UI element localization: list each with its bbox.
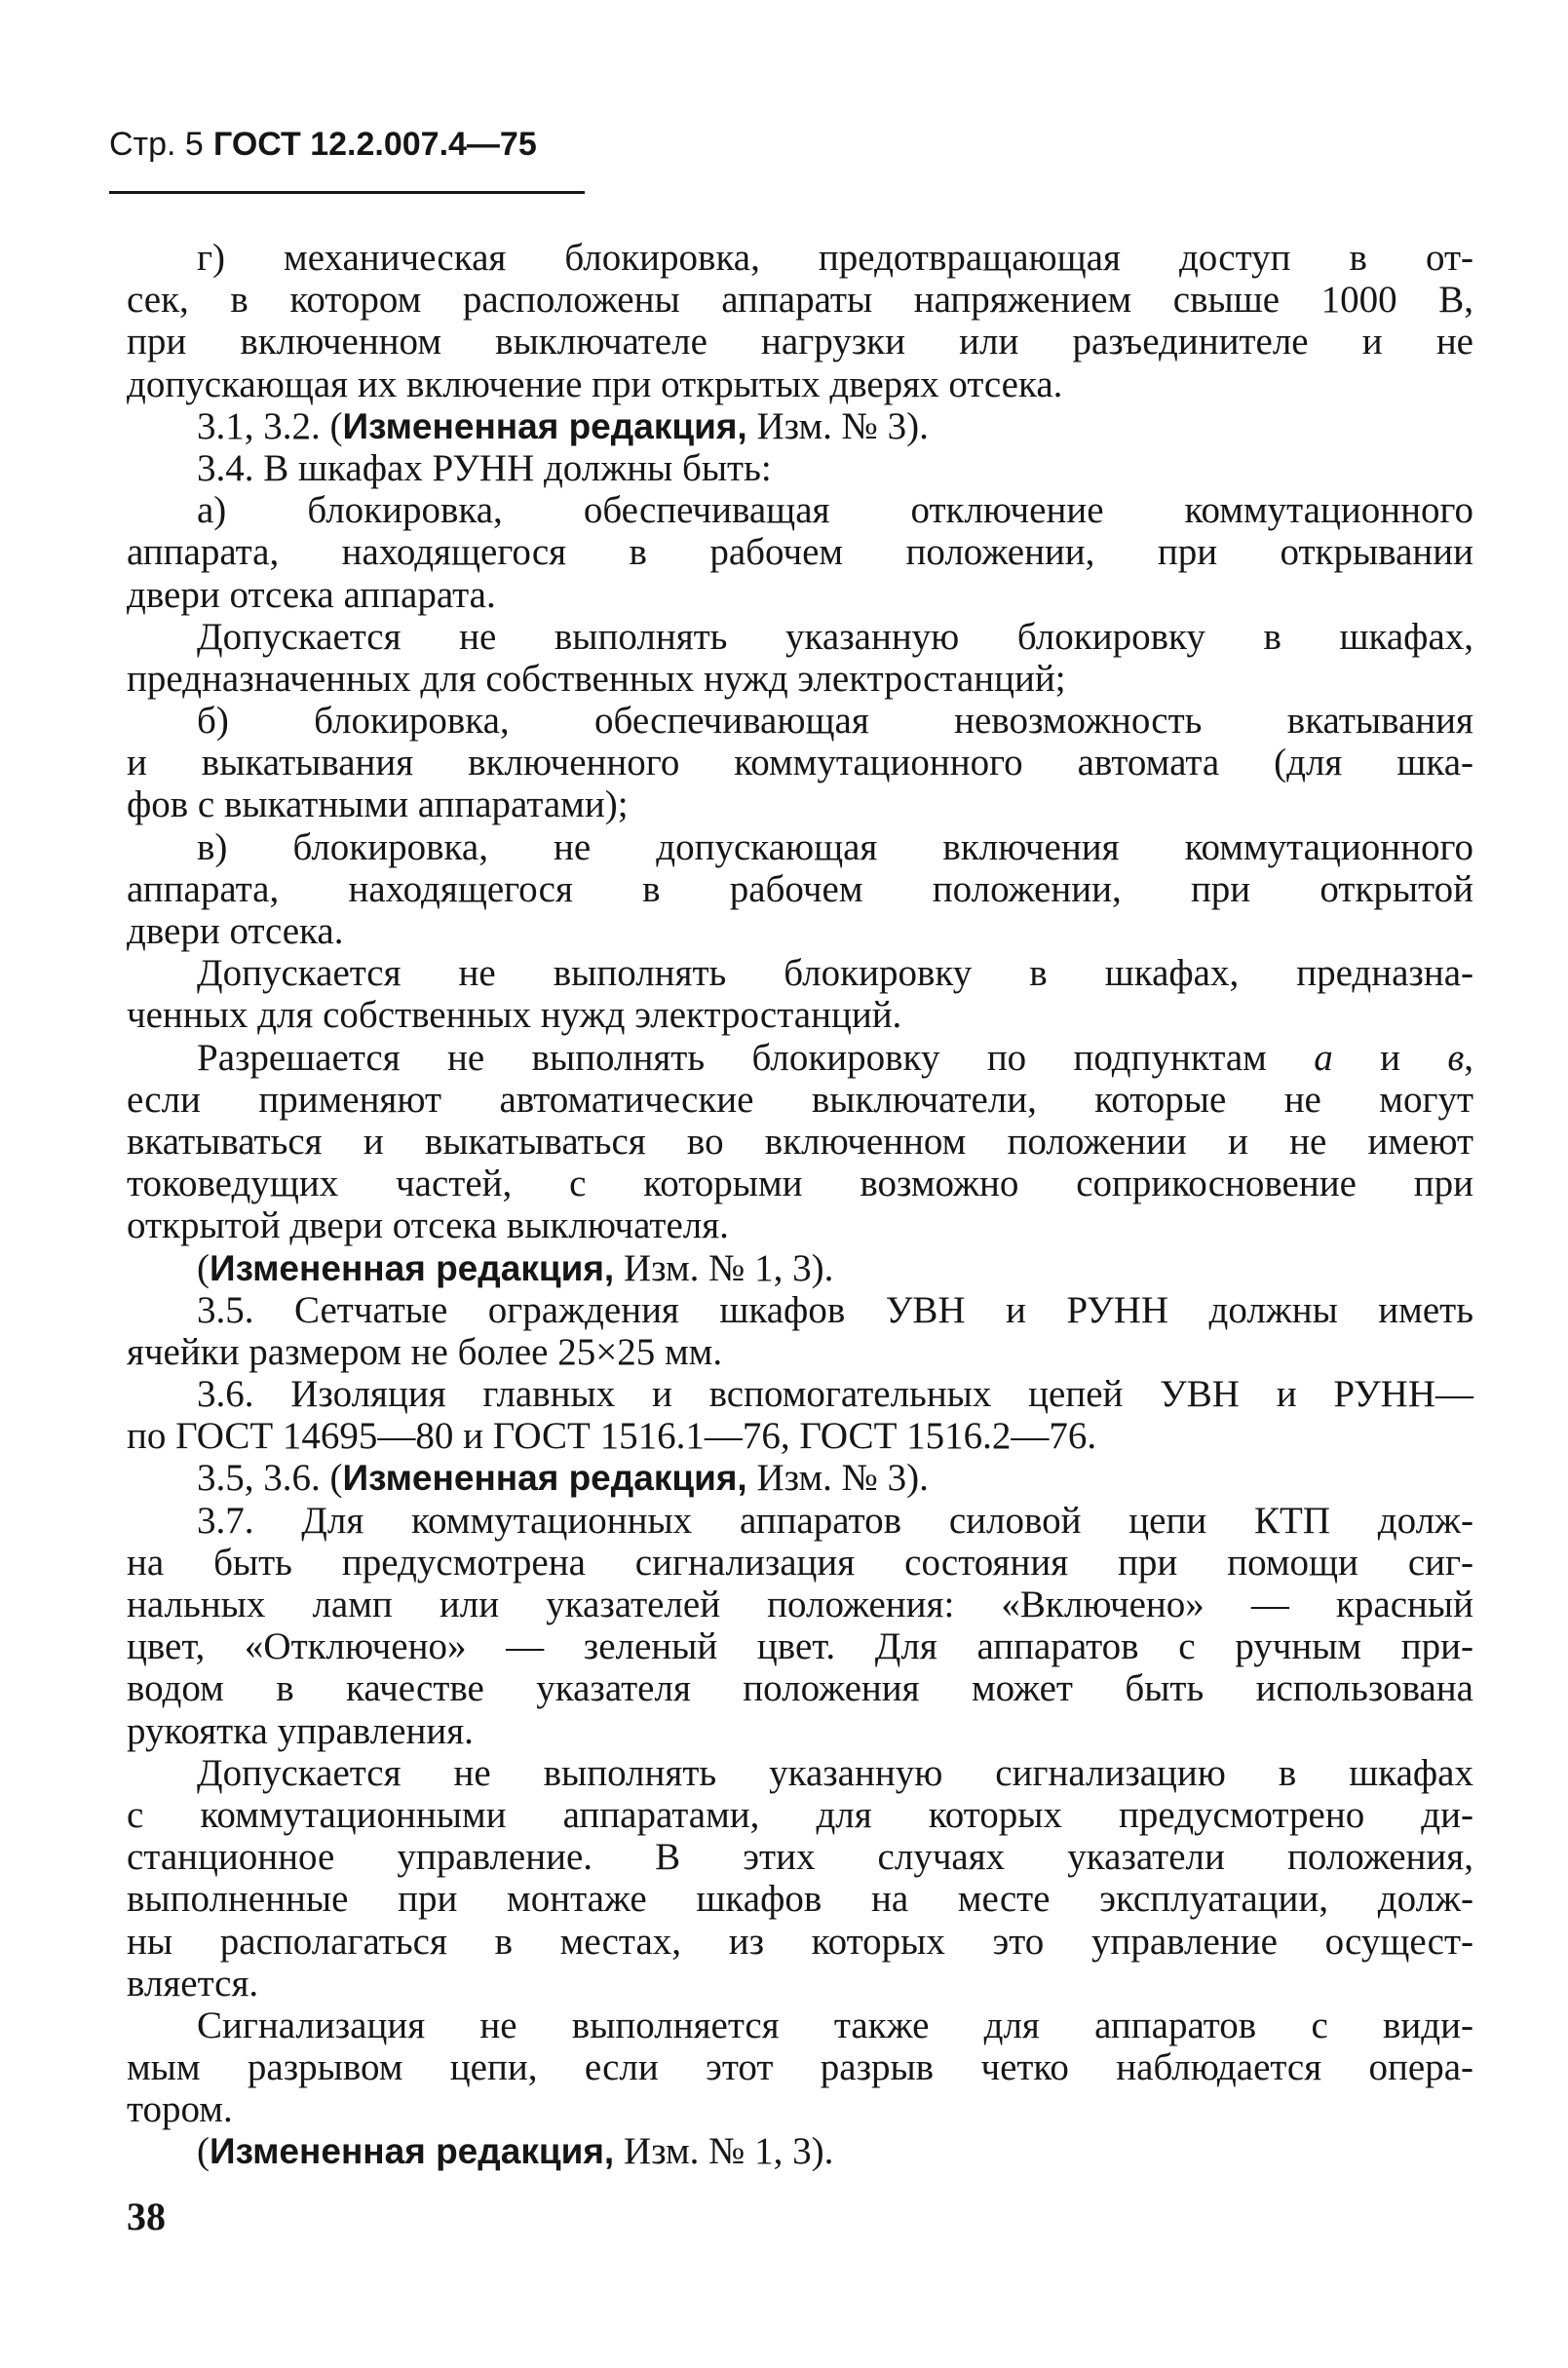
page-label: Стр. 5 <box>109 126 204 163</box>
text-run: 3.4. В шкафах РУНН должны быть: <box>197 446 772 489</box>
text-line <box>127 489 1473 531</box>
text-run: в) блокировка, не допускающая включения коммутационного <box>197 825 1473 868</box>
text-line <box>127 1204 1473 1246</box>
text-line <box>127 910 1473 952</box>
text-run: аппарата, находящегося в рабочем положении, при открытой <box>127 867 1473 910</box>
text-line <box>127 447 1473 489</box>
text-run: ( <box>197 1246 210 1289</box>
text-line <box>127 2005 1473 2046</box>
bold-text-run: Измененная редакция, <box>342 405 747 446</box>
text-line <box>127 1752 1473 1794</box>
text-run: ченных для собственных нужд электростанций. <box>127 994 902 1037</box>
text-line <box>127 1331 1473 1373</box>
paragraph <box>127 952 1473 1036</box>
text-run: Изм. № 1, 3). <box>614 2130 834 2173</box>
text-line <box>127 1878 1473 1920</box>
paragraph <box>127 237 1473 405</box>
text-line <box>127 2130 1473 2172</box>
text-run: и выкатывания включенного коммутационного автомата (для шка- <box>127 742 1473 784</box>
italic-text-run: в <box>1447 1036 1465 1079</box>
paragraph <box>127 489 1473 616</box>
text-line <box>127 363 1473 405</box>
text-run: вляется. <box>127 1962 259 2005</box>
text-run: токоведущих частей, с которыми возможно соприкосновение при <box>127 1163 1473 1205</box>
text-line <box>127 2046 1473 2088</box>
text-line <box>127 1963 1473 2005</box>
text-run: б) блокировка, обеспечивающая невозможность вкатывания <box>197 700 1473 743</box>
text-run: ( <box>197 2130 210 2173</box>
text-line <box>127 574 1473 616</box>
text-run: фов с выкатными аппаратами); <box>127 783 629 826</box>
text-line <box>127 826 1473 868</box>
bold-text-run: Измененная редакция, <box>210 1247 615 1288</box>
text-line <box>127 1415 1473 1457</box>
text-run: допускающая их включение при открытых дверях отсека. <box>127 363 1063 405</box>
text-run: аппарата, находящегося в рабочем положении, при открывании <box>127 531 1473 574</box>
text-line <box>127 658 1473 700</box>
paragraph <box>127 405 1473 447</box>
text-line <box>127 1667 1473 1709</box>
text-line <box>127 1921 1473 1963</box>
text-line <box>127 1542 1473 1584</box>
text-run: цвет, «Отключено» — зеленый цвет. Для аппаратов с ручным при- <box>127 1625 1473 1668</box>
bold-text-run: Измененная редакция, <box>342 1458 747 1499</box>
paragraph <box>127 700 1473 826</box>
text-line <box>127 868 1473 910</box>
paragraph <box>127 447 1473 489</box>
page-header <box>109 125 537 164</box>
text-run: и <box>1332 1036 1448 1079</box>
page-number: 38 <box>127 2195 166 2238</box>
text-run: сек, в котором расположены аппараты напряжением свыше 1000 В, <box>127 279 1473 322</box>
text-run: с коммутационными аппаратами, для которых предусмотрено ди- <box>127 1793 1473 1836</box>
text-run: водом в качестве указателя положения может быть использована <box>127 1667 1473 1710</box>
paragraph <box>127 1457 1473 1499</box>
text-run: выполненные при монтаже шкафов на месте эксплуатации, долж- <box>127 1878 1473 1921</box>
text-run: вкатываться и выкатываться во включенном положении и не имеют <box>127 1120 1473 1163</box>
text-run: если применяют автоматические выключатели, которые не могут <box>127 1078 1473 1121</box>
text-run: ячейки размером не более 25×25 мм. <box>127 1330 723 1373</box>
text-line <box>127 742 1473 783</box>
text-run: 3.6. Изоляция главных и вспомогательных цепей УВН и РУНН— <box>197 1373 1473 1416</box>
text-line <box>127 1247 1473 1289</box>
text-run: двери отсека. <box>127 910 344 952</box>
standard-code: ГОСТ 12.2.007.4—75 <box>213 126 537 163</box>
header-rule <box>109 191 585 194</box>
italic-text-run: а <box>1314 1036 1333 1079</box>
text-run: , <box>1464 1036 1473 1079</box>
text-line <box>127 700 1473 742</box>
paragraph <box>127 1037 1473 1247</box>
text-line <box>127 1079 1473 1121</box>
paragraph <box>127 1752 1473 2005</box>
text-line <box>127 994 1473 1036</box>
text-run: мым разрывом цепи, если этот разрыв четко наблюдается опера- <box>127 2046 1473 2089</box>
text-run: тором. <box>127 2088 233 2131</box>
text-run: г) механическая блокировка, предотвращающая доступ в от- <box>197 237 1473 279</box>
text-run: по ГОСТ 14695—80 и ГОСТ 1516.1—76, ГОСТ 1516.2—76. <box>127 1415 1097 1458</box>
text-run: Допускается не выполнять указанную сигнализацию в шкафах <box>197 1751 1473 1794</box>
text-line <box>127 237 1473 279</box>
text-line <box>127 783 1473 825</box>
text-run: Изм. № 1, 3). <box>614 1246 834 1289</box>
paragraph <box>127 2130 1473 2172</box>
text-run: рукоятка управления. <box>127 1709 474 1752</box>
text-run: ны располагаться в местах, из которых это управление осущест- <box>127 1920 1473 1963</box>
paragraph <box>127 1500 1473 1752</box>
text-line <box>127 1289 1473 1331</box>
text-line <box>127 1625 1473 1667</box>
text-run: Изм. № 3). <box>746 404 929 447</box>
text-line <box>127 1584 1473 1625</box>
paragraph <box>127 1247 1473 1289</box>
text-line <box>127 1710 1473 1752</box>
paragraph <box>127 1373 1473 1457</box>
text-run: нальных ламп или указателей положения: «Включено» — красный <box>127 1584 1473 1625</box>
paragraph <box>127 1289 1473 1373</box>
text-run: 3.5. Сетчатые ограждения шкафов УВН и РУНН должны иметь <box>197 1288 1473 1331</box>
paragraph <box>127 616 1473 700</box>
text-run: Разрешается не выполнять блокировку по подпунктам <box>197 1036 1315 1079</box>
text-run: при включенном выключателе нагрузки или разъединителе и не <box>127 321 1473 363</box>
text-line <box>127 1373 1473 1415</box>
text-line <box>127 1121 1473 1163</box>
text-run: Изм. № 3). <box>746 1457 929 1500</box>
text-line <box>127 279 1473 321</box>
document-body <box>127 237 1473 2173</box>
text-line <box>127 1500 1473 1542</box>
text-line <box>127 2088 1473 2130</box>
text-line <box>127 531 1473 573</box>
bold-text-run: Измененная редакция, <box>210 2131 615 2172</box>
text-line <box>127 1836 1473 1878</box>
text-line <box>127 1457 1473 1499</box>
text-line <box>127 1037 1473 1079</box>
text-line <box>127 321 1473 363</box>
paragraph <box>127 2005 1473 2131</box>
text-run: открытой двери отсека выключателя. <box>127 1204 729 1247</box>
text-line <box>127 616 1473 658</box>
text-run: 3.7. Для коммутационных аппаратов силовой цепи КТП долж- <box>197 1499 1473 1542</box>
text-run: предназначенных для собственных нужд электростанций; <box>127 657 1066 700</box>
text-run: Допускается не выполнять блокировку в шкафах, предназна- <box>197 952 1473 995</box>
text-run: на быть предусмотрена сигнализация состояния при помощи сиг- <box>127 1541 1473 1584</box>
text-run: 3.5, 3.6. ( <box>197 1457 343 1500</box>
text-run: станционное управление. В этих случаях указатели положения, <box>127 1836 1473 1879</box>
text-line <box>127 1794 1473 1836</box>
text-run: Допускается не выполнять указанную блокировку в шкафах, <box>197 615 1473 658</box>
paragraph <box>127 826 1473 953</box>
text-line <box>127 1163 1473 1204</box>
text-run: двери отсека аппарата. <box>127 573 496 616</box>
text-line <box>127 405 1473 447</box>
text-run: Сигнализация не выполняется также для аппаратов с види- <box>197 2004 1473 2046</box>
text-run: а) блокировка, обеспечиващая отключение коммутационного <box>197 489 1473 532</box>
text-line <box>127 952 1473 994</box>
text-run: 3.1, 3.2. ( <box>197 404 343 447</box>
